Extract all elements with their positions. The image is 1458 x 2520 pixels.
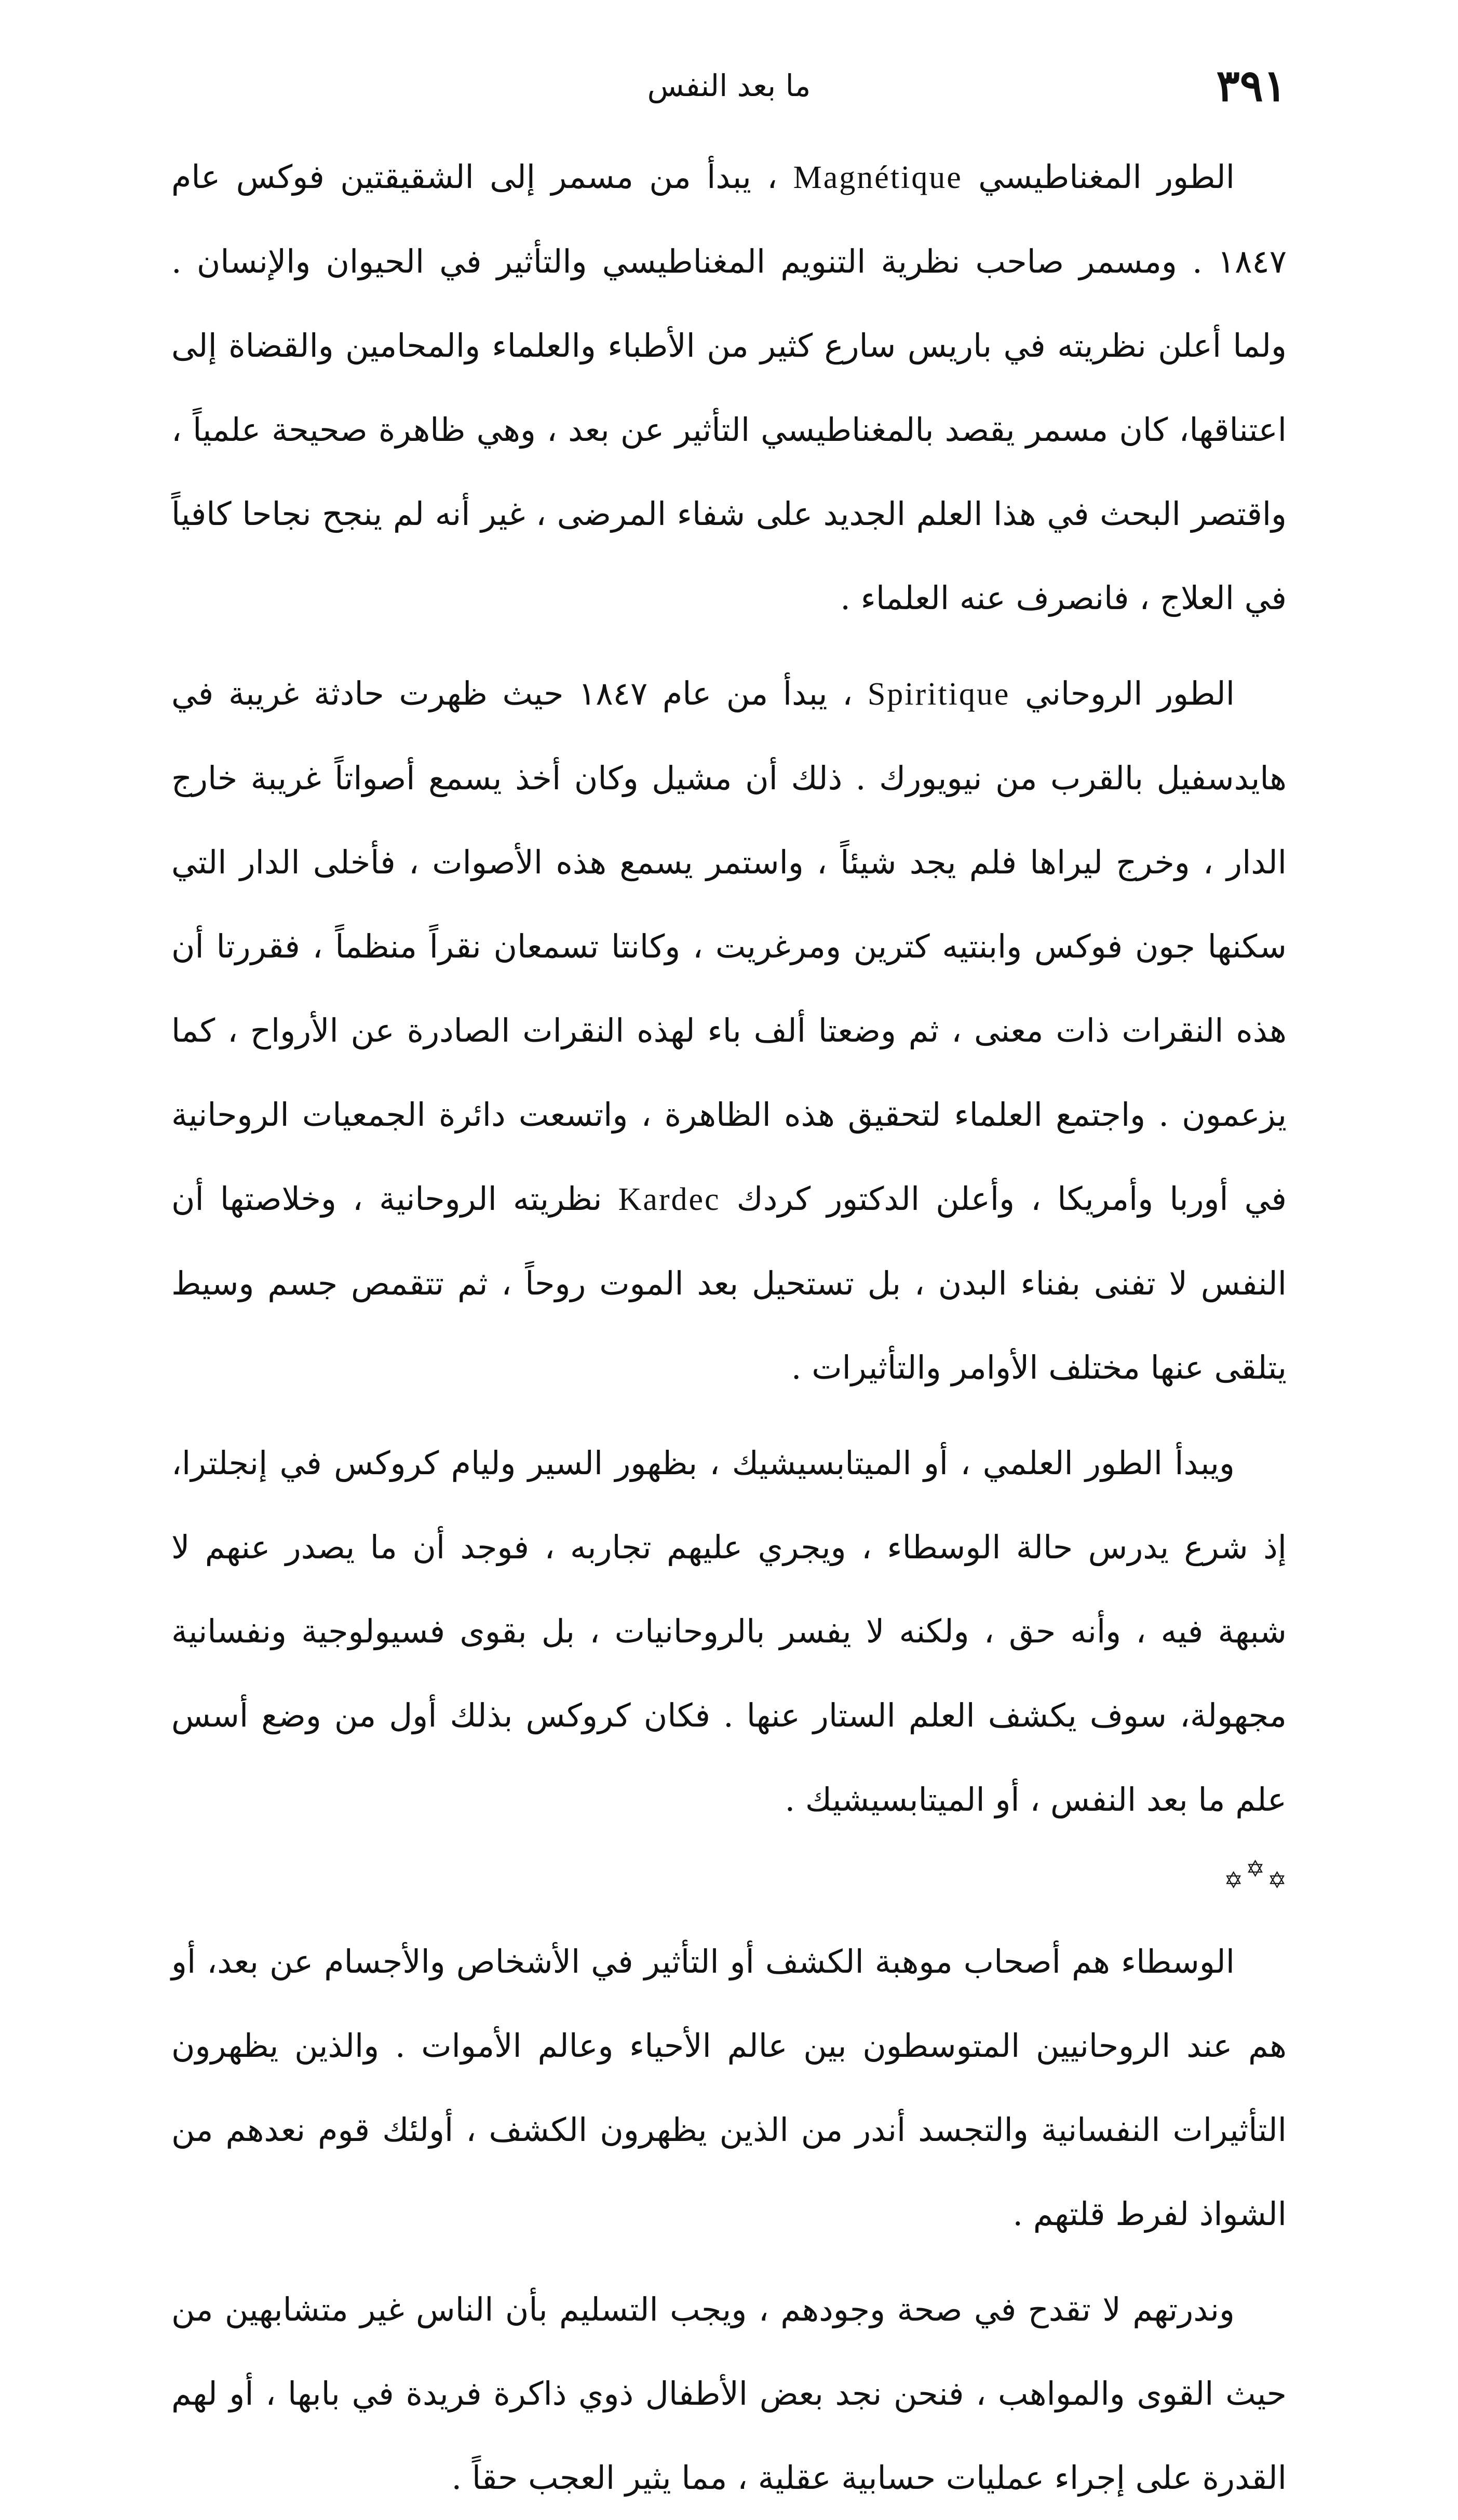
page-header	[171, 57, 1287, 114]
paragraph-spiritual-phase	[171, 652, 1287, 1410]
paragraph-magnetic-phase	[171, 135, 1287, 640]
running-title: ما بعد النفس	[647, 68, 811, 103]
star-icon: ✡	[1246, 1856, 1265, 1882]
page-number: ٣٩١	[1216, 60, 1287, 111]
paragraph-text: وندرتهم لا تقدح في صحة وجودهم ، ويجب التسليم بأن الناس غير متشابهين من حيث القوى والمواهب ، فنحن نجد بعض الأطفال ذوي ذاكرة فريدة في بابها ، أو لهم القدرة على إجراء عمليات حسابية عقلية ، مما يثير العجب حقاً .	[171, 2290, 1287, 2497]
page-body	[171, 135, 1287, 2520]
paragraph-text: ، يبدأ من مسمر إلى الشقيقتين فوكس عام ١٨٤٧ . ومسمر صاحب نظرية التنويم المغناطيسي والتأثير في الحيوان والإنسان . ولما أعلن نظريته في باريس سارع كثير من الأطباء والعلماء والمحامين والقضاة إلى اعتناقها، كان مسمر يقصد بالمغناطيسي التأثير عن بعد ، وهي ظاهرة صحيحة علمياً ، واقتصر البحث في هذا العلم الجديد على شفاء المرضى ، غير أنه لم ينجح نجاحا كافياً في العلاج ، فانصرف عنه العلماء .	[171, 158, 1287, 617]
section-divider	[171, 1842, 1287, 1920]
star-icon: ✡	[1267, 1867, 1287, 1894]
latin-term: Kardec	[618, 1182, 721, 1217]
paragraph-text: الوسطاء هم أصحاب موهبة الكشف أو التأثير في الأشخاص والأجسام عن بعد، أو هم عند الروحانيين المتوسطون بين عالم الأحياء وعالم الأموات . والذين يظهرون التأثيرات النفسانية والتجسد أندر من الذين يظهرون الكشف ، أولئك قوم نعدهم من الشواذ لفرط قلتهم .	[171, 1943, 1287, 2233]
paragraph-scientific-phase	[171, 1421, 1287, 1842]
paragraph-text: الطور الروحاني	[1010, 675, 1235, 712]
paragraph-text: الطور المغناطيسي	[962, 158, 1235, 196]
paragraph-text: نظريته الروحانية ، وخلاصتها أن النفس لا تفنى بفناء البدن ، بل تستحيل بعد الموت روحاً ، ثم تتقمص جسم وسيط يتلقى عنها مختلف الأوامر والتأثيرات .	[171, 1180, 1287, 1386]
paragraph-text: ويبدأ الطور العلمي ، أو الميتابسيشيك ، بظهور السير وليام كروكس في إنجلترا، إذ شرع يدرس حالة الوسطاء ، ويجري عليهم تجاربه ، فوجد أن ما يصدر عنهم لا شبهة فيه ، وأنه حق ، ولكنه لا يفسر بالروحانيات ، بل بقوى فسيولوجية ونفسانية مجهولة، سوف يكشف العلم الستار عنها . فكان كروكس بذلك أول من وضع أسس علم ما بعد النفس ، أو الميتابسيشيك .	[171, 1444, 1287, 1818]
latin-term: Magnétique	[793, 160, 963, 195]
paragraph-mediums	[171, 1920, 1287, 2256]
star-icon: ✡	[1224, 1867, 1244, 1894]
paragraph-text: ، يبدأ من عام ١٨٤٧ حيث ظهرت حادثة غريبة في هايدسفيل بالقرب من نيويورك . ذلك أن مشيل وكان أخذ يسمع أصواتاً غريبة خارج الدار ، وخرج ليراها فلم يجد شيئاً ، واستمر يسمع هذه الأصوات ، فأخلى الدار التي سكنها جون فوكس وابنتيه كترين ومرغريت ، وكانتا تسمعان نقراً منظماً ، فقررتا أن هذه النقرات ذات معنى ، ثم وضعتا ألف باء لهذه النقرات الصادرة عن الأرواح ، كما يزعمون . واجتمع العلماء لتحقيق هذه الظاهرة ، واتسعت دائرة الجمعيات الروحانية في أوربا وأمريكا ، وأعلن الدكتور كردك	[171, 675, 1287, 1218]
latin-term: Spiritique	[867, 677, 1010, 712]
paragraph-rarity	[171, 2268, 1287, 2520]
